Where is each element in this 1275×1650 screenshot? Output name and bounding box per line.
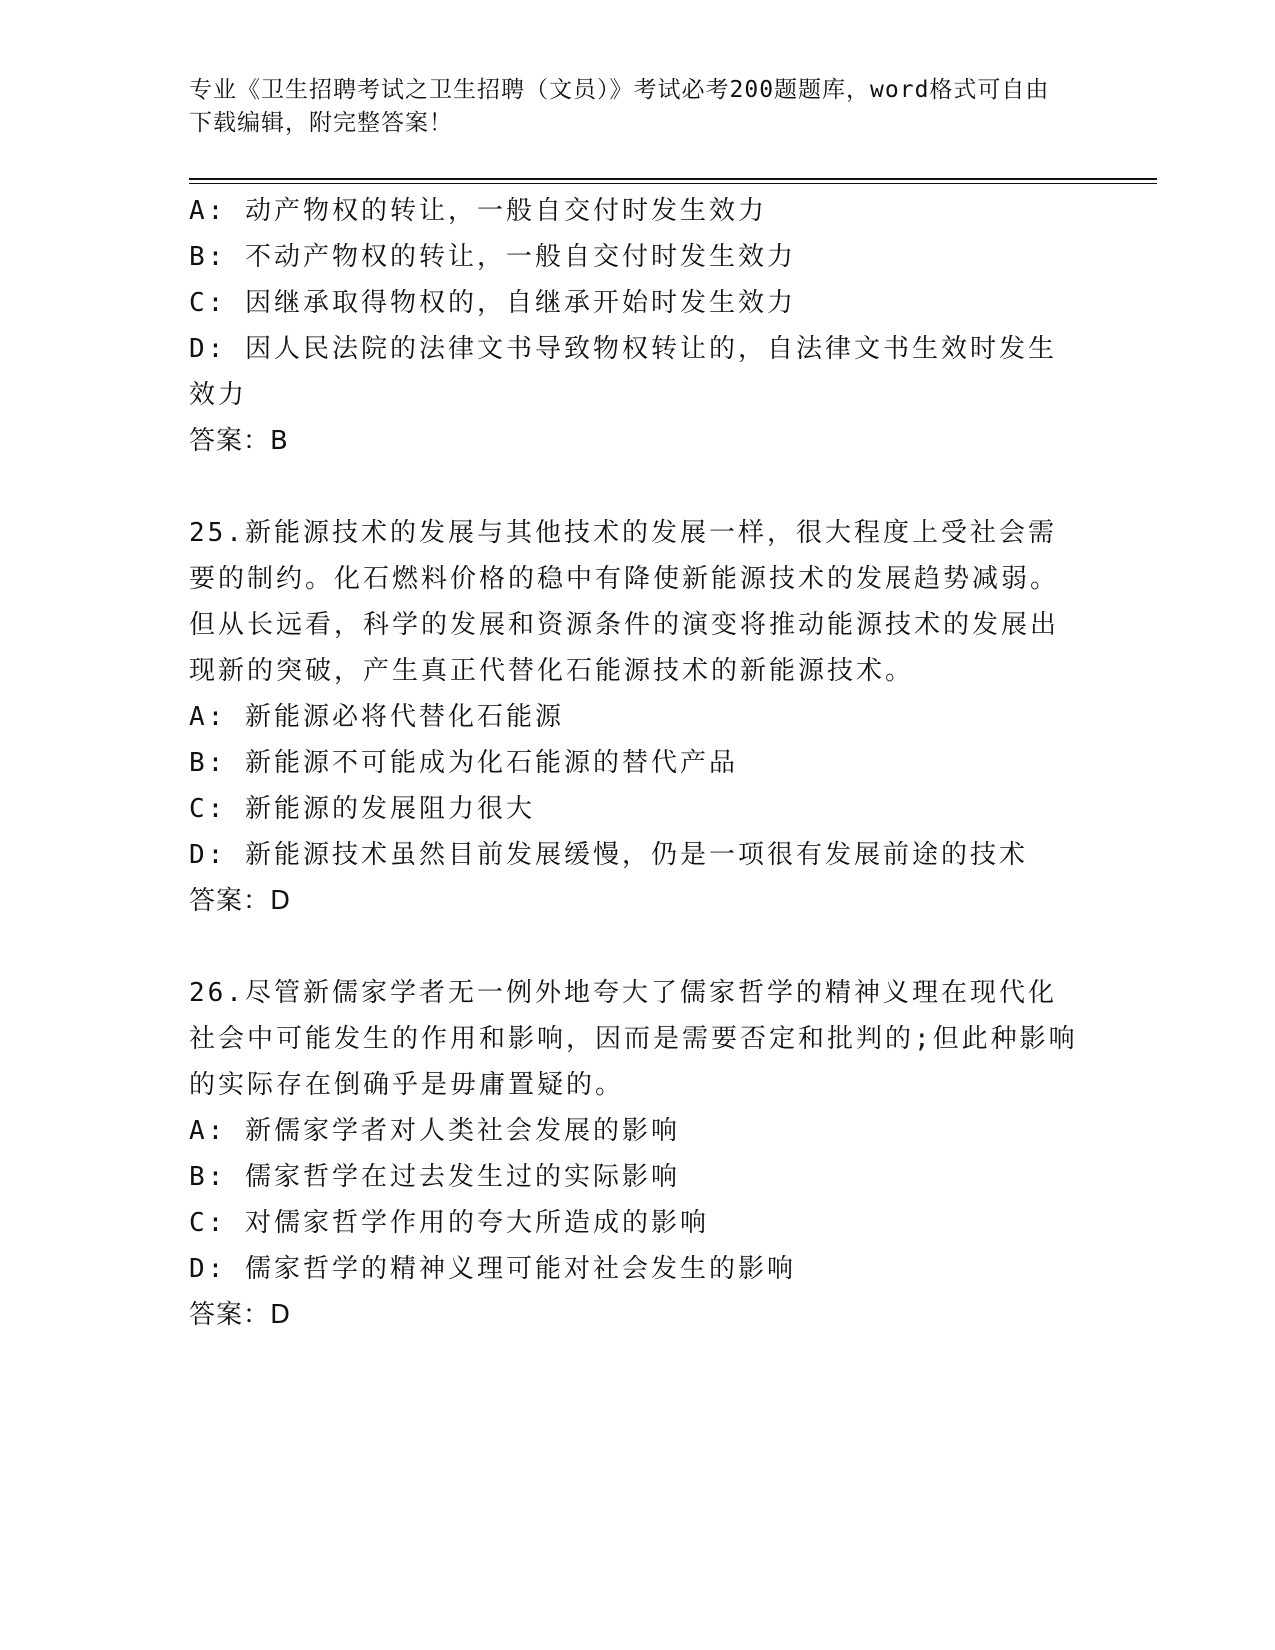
- option-b: B: 新能源不可能成为化石能源的替代产品: [189, 748, 738, 778]
- document-header-title: 专业《卫生招聘考试之卫生招聘（文员）》考试必考200题题库，word格式可自由下载编辑，附完整答案！: [189, 77, 1050, 136]
- header-divider-thick: [189, 178, 1157, 180]
- question-24: [189, 188, 1089, 464]
- option-c: C: 对儒家哲学作用的夸大所造成的影响: [189, 1208, 709, 1238]
- spacer: [189, 924, 1089, 970]
- option-c: C: 新能源的发展阻力很大: [189, 794, 535, 824]
- header-divider-thin: [189, 183, 1157, 184]
- option-b: B: 不动产物权的转让，一般自交付时发生效力: [189, 242, 796, 272]
- option-c: C: 因继承取得物权的，自继承开始时发生效力: [189, 288, 796, 318]
- option-d: D: 因人民法院的法律文书导致物权转让的，自法律文书生效时发生效力: [189, 334, 1057, 410]
- question-content: [189, 188, 1089, 1338]
- question-stem: 25.新能源技术的发展与其他技术的发展一样，很大程度上受社会需要的制约。化石燃料价格的稳中有降使新能源技术的发展趋势减弱。但从长远看，科学的发展和资源条件的演变将推动能源技术的发展出现新的突破，产生真正代替化石能源技术的新能源技术。: [189, 518, 1060, 686]
- answer-label: 答案：D: [189, 886, 292, 916]
- option-a: A: 新儒家学者对人类社会发展的影响: [189, 1116, 680, 1146]
- option-a: A: 动产物权的转让，一般自交付时发生效力: [189, 196, 767, 226]
- option-d: D: 儒家哲学的精神义理可能对社会发生的影响: [189, 1254, 796, 1284]
- question-26: [189, 970, 1089, 1338]
- answer-label: 答案：D: [189, 1300, 292, 1330]
- question-25: [189, 510, 1089, 924]
- option-d: D: 新能源技术虽然目前发展缓慢，仍是一项很有发展前途的技术: [189, 840, 1028, 870]
- answer-label: 答案：B: [189, 426, 289, 456]
- option-a: A: 新能源必将代替化石能源: [189, 702, 564, 732]
- question-stem: 26.尽管新儒家学者无一例外地夸大了儒家哲学的精神义理在现代化社会中可能发生的作用和影响，因而是需要否定和批判的;但此种影响的实际存在倒确乎是毋庸置疑的。: [189, 978, 1078, 1100]
- option-b: B: 儒家哲学在过去发生过的实际影响: [189, 1162, 680, 1192]
- spacer: [189, 464, 1089, 510]
